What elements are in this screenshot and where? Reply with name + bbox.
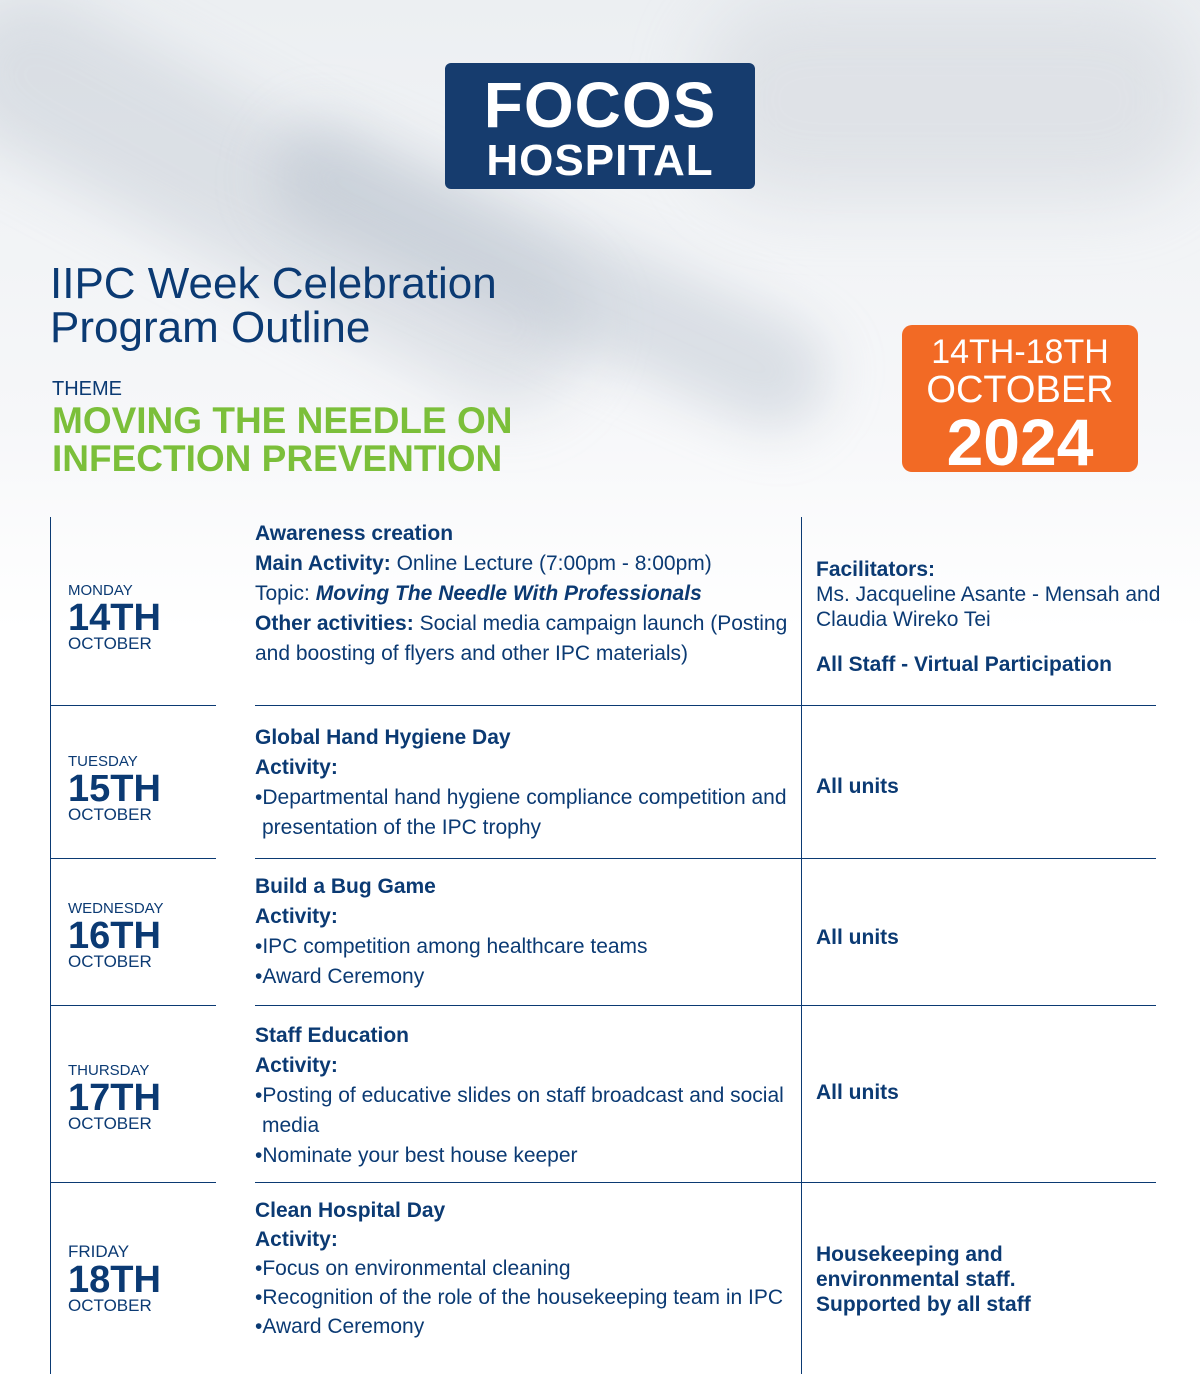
activity-bullet: •Award Ceremony xyxy=(255,1315,425,1338)
day-name: TUESDAY xyxy=(68,753,138,770)
schedule-row-wednesday xyxy=(50,859,1156,1006)
day-number: 17TH xyxy=(68,1077,161,1119)
activity-cell xyxy=(255,723,795,843)
activity-heading: Staff Education xyxy=(255,1024,410,1047)
theme-text xyxy=(52,402,672,478)
date-cell xyxy=(68,901,164,970)
theme-line-1: MOVING THE NEEDLE ON xyxy=(52,400,513,441)
participants-cell xyxy=(816,1080,1161,1105)
activity-cell xyxy=(255,519,795,669)
activity-bullet: •Focus on environmental cleaning xyxy=(255,1257,571,1280)
participants-cell xyxy=(816,1242,1096,1317)
activity-bullet: •Recognition of the role of the housekeeping team in IPC xyxy=(255,1286,784,1309)
day-number: 16TH xyxy=(68,915,161,957)
activity-cell xyxy=(255,1196,795,1341)
participants-cell xyxy=(816,774,1161,799)
day-name: WEDNESDAY xyxy=(68,900,164,917)
date-cell xyxy=(68,1063,161,1132)
topic: Topic: Moving The Needle With Professionals xyxy=(255,582,702,605)
date-year: 2024 xyxy=(946,405,1094,479)
date-cell xyxy=(68,1243,161,1314)
date-cell xyxy=(68,583,161,652)
title-line-2: Program Outline xyxy=(50,303,371,352)
other-activities: Other activities: Social media campaign launch (Posting and boosting of flyers and other IPC materials) xyxy=(255,612,788,665)
day-number: 18TH xyxy=(68,1259,161,1301)
day-name: THURSDAY xyxy=(68,1062,150,1079)
activity-label: Activity: xyxy=(255,1054,338,1077)
activity-label: Activity: xyxy=(255,905,338,928)
theme-line-2: INFECTION PREVENTION xyxy=(52,438,503,479)
month-name: OCTOBER xyxy=(68,1296,152,1315)
facilitators-label: Facilitators: xyxy=(816,558,936,581)
participants: All units xyxy=(816,926,899,949)
activity-label: Activity: xyxy=(255,756,338,779)
activity-heading: Clean Hospital Day xyxy=(255,1199,446,1222)
schedule-row-tuesday xyxy=(50,706,1156,859)
month-name: OCTOBER xyxy=(68,805,152,824)
logo-line-1: FOCOS xyxy=(483,69,717,141)
participants-cell xyxy=(816,557,1161,677)
theme-label: THEME xyxy=(52,378,122,400)
activity-heading: Build a Bug Game xyxy=(255,875,436,898)
activity-label: Activity: xyxy=(255,1228,338,1251)
activity-cell xyxy=(255,1021,795,1171)
participation-note: All Staff - Virtual Participation xyxy=(816,653,1112,676)
page-title xyxy=(50,259,670,352)
date-cell xyxy=(68,754,161,823)
activity-bullet: •Nominate your best house keeper xyxy=(255,1144,578,1167)
day-number: 14TH xyxy=(68,597,161,639)
main-activity: Main Activity: Online Lecture (7:00pm - 8:00pm) xyxy=(255,552,712,575)
activity-bullet: •Posting of educative slides on staff broadcast and social media xyxy=(255,1084,784,1137)
participants-cell xyxy=(816,925,1161,950)
logo-line-2: HOSPITAL xyxy=(486,136,714,185)
day-number: 15TH xyxy=(68,768,161,810)
month-name: OCTOBER xyxy=(68,952,152,971)
activity-heading: Awareness creation xyxy=(255,522,454,545)
schedule-table xyxy=(50,517,1161,1374)
schedule-row-thursday xyxy=(50,1006,1156,1183)
participants: Housekeeping and environmental staff. Supported by all staff xyxy=(816,1243,1031,1316)
schedule-row-friday xyxy=(50,1183,1156,1374)
month-name: OCTOBER xyxy=(68,1114,152,1133)
date-range-badge xyxy=(902,325,1138,479)
date-month: OCTOBER xyxy=(926,369,1114,411)
hospital-logo xyxy=(445,63,755,189)
participants: All units xyxy=(816,1081,899,1104)
activity-cell xyxy=(255,872,795,992)
activity-bullet: •Departmental hand hygiene compliance competition and presentation of the IPC trophy xyxy=(255,786,787,839)
title-line-1: IIPC Week Celebration xyxy=(50,259,497,308)
participants: All units xyxy=(816,775,899,798)
facilitators-names: Ms. Jacqueline Asante - Mensah and Claudia Wireko Tei xyxy=(816,583,1161,631)
month-name: OCTOBER xyxy=(68,634,152,653)
schedule-row-monday xyxy=(50,517,1161,706)
day-name: MONDAY xyxy=(68,582,133,599)
activity-bullet: •IPC competition among healthcare teams xyxy=(255,935,648,958)
day-name: FRIDAY xyxy=(68,1242,130,1261)
activity-bullet: •Award Ceremony xyxy=(255,965,425,988)
activity-heading: Global Hand Hygiene Day xyxy=(255,726,511,749)
date-range: 14TH-18TH xyxy=(931,333,1109,371)
